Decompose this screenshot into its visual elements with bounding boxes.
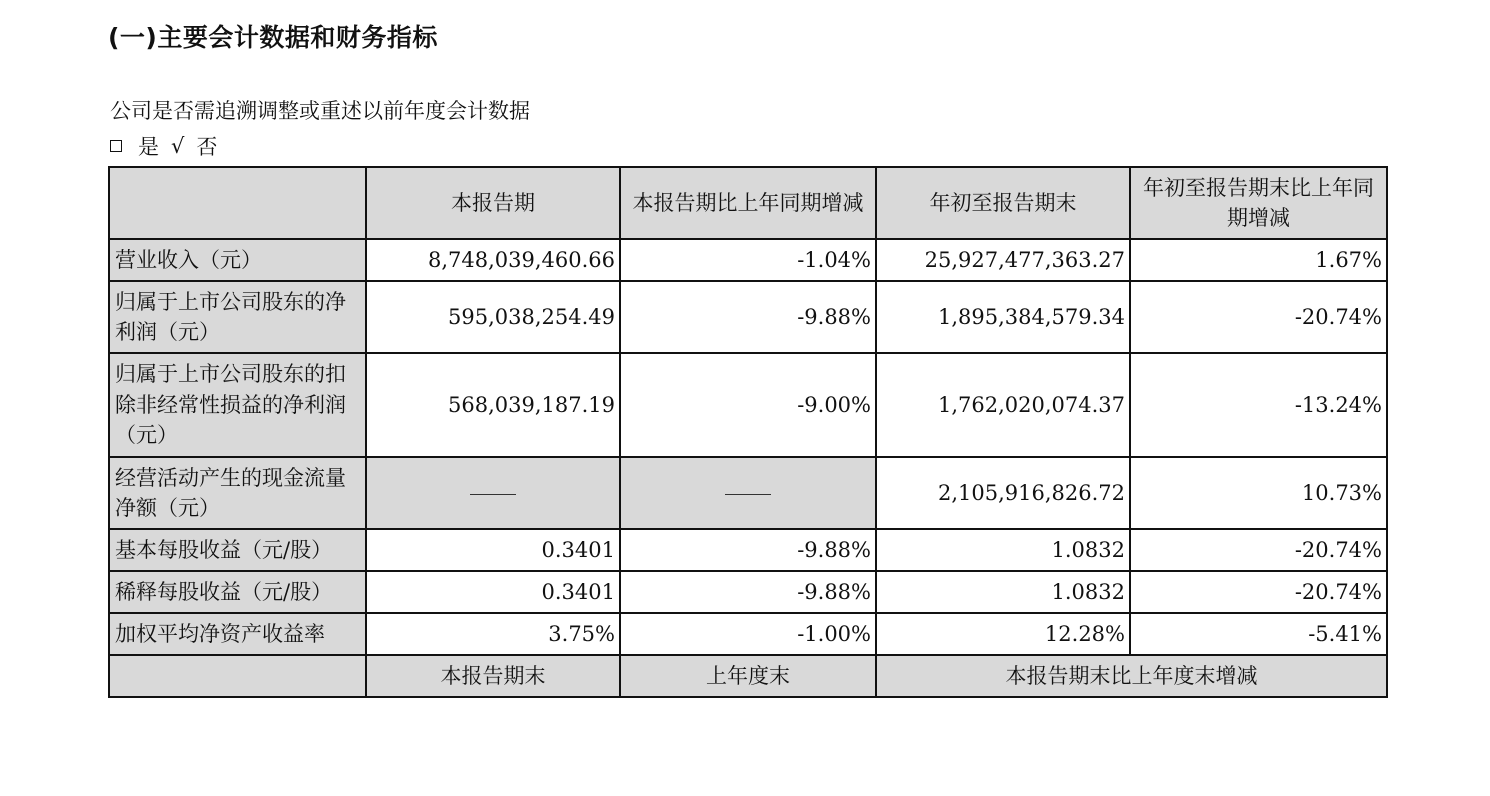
row-label: 营业收入（元） [109, 239, 366, 281]
table-row [109, 613, 1387, 655]
row-label: 稀释每股收益（元/股） [109, 571, 366, 613]
answer-no-label: 否 [196, 135, 218, 159]
checkbox-empty-icon [110, 140, 122, 152]
dash-mark [725, 494, 771, 495]
header-cell: 年初至报告期末 [876, 167, 1130, 239]
table-cell: -9.88% [620, 281, 876, 353]
row-label: 经营活动产生的现金流量净额（元） [109, 457, 366, 529]
table-header-row [109, 167, 1387, 239]
table-row [109, 529, 1387, 571]
footer-cell: 本报告期末比上年度末增减 [876, 655, 1387, 697]
header-cell: 年初至报告期末比上年同期增减 [1130, 167, 1387, 239]
header-cell: 本报告期 [366, 167, 620, 239]
table-row [109, 239, 1387, 281]
header-cell [109, 167, 366, 239]
not-applicable-cell [366, 457, 620, 529]
table-cell: 3.75% [366, 613, 620, 655]
not-applicable-cell [620, 457, 876, 529]
section-title: (一)主要会计数据和财务指标 [108, 23, 438, 52]
table-cell: 1,895,384,579.34 [876, 281, 1130, 353]
table-cell: -20.74% [1130, 529, 1387, 571]
table-cell: 568,039,187.19 [366, 353, 620, 457]
table-cell: 10.73% [1130, 457, 1387, 529]
table-cell: 1,762,020,074.37 [876, 353, 1130, 457]
table-cell: 0.3401 [366, 571, 620, 613]
table-cell: 0.3401 [366, 529, 620, 571]
table-cell: -9.88% [620, 571, 876, 613]
table-cell: 12.28% [876, 613, 1130, 655]
table-footer-row [109, 655, 1387, 697]
table-cell: -20.74% [1130, 281, 1387, 353]
table-cell: 2,105,916,826.72 [876, 457, 1130, 529]
row-label: 基本每股收益（元/股） [109, 529, 366, 571]
table-row [109, 571, 1387, 613]
table-cell: -9.00% [620, 353, 876, 457]
table-cell: -1.00% [620, 613, 876, 655]
table-cell: -13.24% [1130, 353, 1387, 457]
financial-indicators-table [108, 166, 1388, 698]
table-cell: -20.74% [1130, 571, 1387, 613]
table-cell: 1.0832 [876, 571, 1130, 613]
footer-cell: 上年度末 [620, 655, 876, 697]
table-cell: -9.88% [620, 529, 876, 571]
restatement-question: 公司是否需追溯调整或重述以前年度会计数据 [110, 99, 530, 123]
table-cell: -5.41% [1130, 613, 1387, 655]
table-row [109, 457, 1387, 529]
answer-yes-label: 是 [138, 135, 159, 159]
table-cell: 8,748,039,460.66 [366, 239, 620, 281]
row-label: 归属于上市公司股东的扣除非经常性损益的净利润（元） [109, 353, 366, 457]
table-row [109, 281, 1387, 353]
row-label: 加权平均净资产收益率 [109, 613, 366, 655]
dash-mark [470, 494, 516, 495]
restatement-answer [110, 131, 217, 161]
table-cell: 25,927,477,363.27 [876, 239, 1130, 281]
table-cell: 595,038,254.49 [366, 281, 620, 353]
header-cell: 本报告期比上年同期增减 [620, 167, 876, 239]
footer-cell: 本报告期末 [366, 655, 620, 697]
table-cell: -1.04% [620, 239, 876, 281]
table-row [109, 353, 1387, 457]
checkmark-icon: √ [171, 134, 185, 158]
row-label: 归属于上市公司股东的净利润（元） [109, 281, 366, 353]
table-cell: 1.67% [1130, 239, 1387, 281]
table-cell: 1.0832 [876, 529, 1130, 571]
footer-cell [109, 655, 366, 697]
